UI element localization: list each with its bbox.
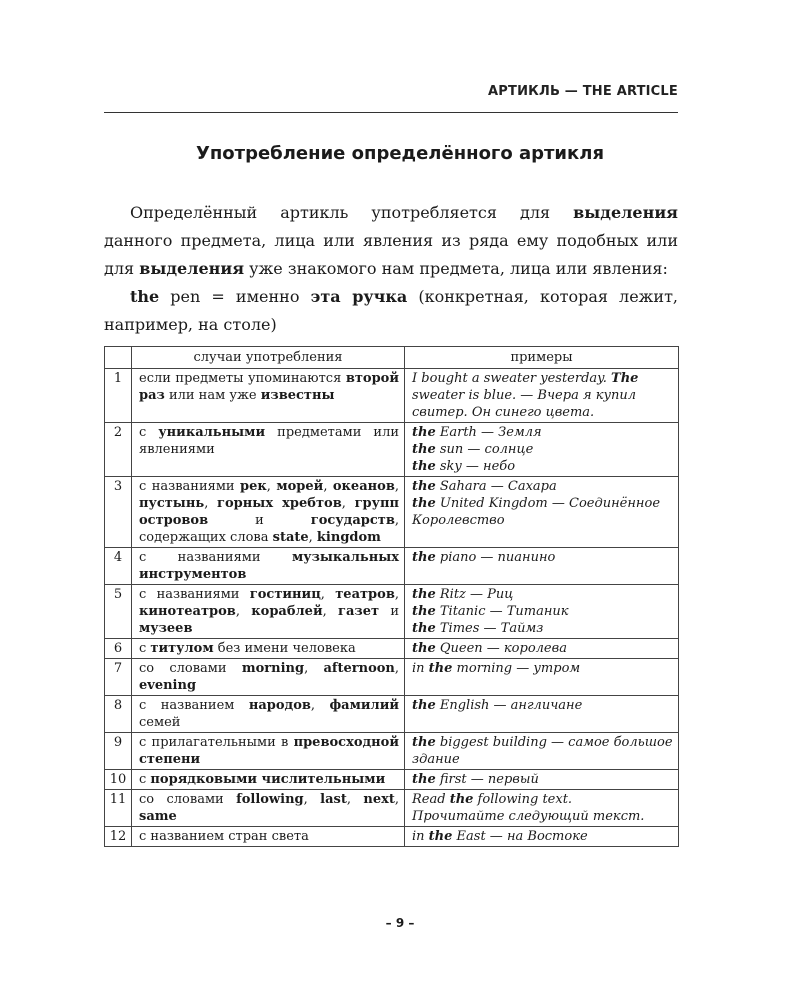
usage-bold-text: рек [240, 479, 267, 494]
usage-bold-text: кинотеатров [139, 604, 236, 619]
examples-cell [405, 423, 679, 477]
usage-cell [132, 827, 405, 847]
example-text: biggest building — самое большое здание [412, 735, 673, 767]
usage-cell [132, 696, 405, 733]
table-row [105, 369, 679, 423]
table-row [105, 733, 679, 770]
example-article: the [412, 479, 436, 494]
example-article: the [449, 792, 474, 807]
examples-cell [405, 477, 679, 548]
usage-cell [132, 548, 405, 585]
example-line [412, 828, 673, 845]
usage-bold-text: титулом [150, 641, 214, 656]
usage-bold-text: газет [338, 604, 380, 619]
example-article: the [412, 442, 436, 457]
intro-paragraph-2 [104, 283, 678, 339]
example-article: the [412, 587, 436, 602]
example-text: in [412, 829, 429, 844]
usage-bold-text: afternoon [323, 661, 395, 676]
row-number: 12 [105, 827, 132, 847]
example-line [412, 660, 673, 677]
usage-text: , [394, 792, 400, 807]
example-line [412, 791, 673, 808]
example-article: the [412, 621, 436, 636]
usage-bold-text: порядковыми числительными [150, 772, 386, 787]
usage-bold-text: морей [276, 479, 324, 494]
usage-bold-text: музеев [139, 621, 193, 636]
usage-table [104, 346, 679, 847]
examples-cell [405, 790, 679, 827]
usage-bold-text: гостиниц [249, 587, 321, 602]
table-row [105, 477, 679, 548]
row-number: 9 [105, 733, 132, 770]
usage-cell [132, 369, 405, 423]
example-article: the [412, 604, 436, 619]
example-article: the [412, 550, 436, 565]
examples-cell [405, 585, 679, 639]
usage-text: , [303, 792, 321, 807]
example-text: morning — утром [452, 661, 581, 676]
running-head: АРТИКЛЬ — THE ARTICLE [488, 84, 678, 99]
intro-text-span: данного предмета, лица или явления из ряда ему подобных или для [104, 231, 678, 278]
example-text: I bought a sweater yesterday. [412, 371, 612, 386]
usage-text: и [208, 513, 311, 528]
table-header-row [105, 347, 679, 369]
example-text: Queen — королева [435, 641, 567, 656]
intro-text [104, 199, 678, 339]
usage-bold-text: государств [310, 513, 395, 528]
row-number: 1 [105, 369, 132, 423]
usage-text: , [204, 496, 218, 511]
usage-text: с [139, 425, 159, 440]
usage-text: , [394, 587, 399, 602]
usage-text: , [394, 479, 399, 494]
usage-cell [132, 639, 405, 659]
intro-bold-span: эта ручка [310, 287, 408, 306]
usage-cell [132, 770, 405, 790]
usage-text: , содержащих слова [139, 513, 399, 545]
example-text: Sahara — Сахара [435, 479, 557, 494]
usage-cell [132, 423, 405, 477]
example-article: the [412, 735, 436, 750]
example-text: first — первый [435, 772, 539, 787]
usage-text: со словами [139, 792, 237, 807]
header-usage: случаи употребления [132, 347, 405, 369]
usage-bold-text: following [236, 792, 304, 807]
usage-text: , [310, 698, 330, 713]
example-text: East — на Востоке [452, 829, 588, 844]
table-row [105, 827, 679, 847]
examples-cell [405, 369, 679, 423]
usage-bold-text: state [272, 530, 309, 545]
example-text: Прочитайте следующий текст. [412, 809, 645, 824]
example-text: Read [412, 792, 450, 807]
row-number: 6 [105, 639, 132, 659]
header-rule [104, 112, 678, 113]
example-line [412, 424, 673, 441]
usage-text: со словами [139, 661, 242, 676]
usage-cell [132, 659, 405, 696]
example-line [412, 549, 673, 566]
table-row [105, 696, 679, 733]
usage-cell [132, 733, 405, 770]
table-row [105, 585, 679, 639]
example-line [412, 441, 673, 458]
example-article: the [412, 425, 436, 440]
usage-bold-text: next [363, 792, 395, 807]
row-number: 3 [105, 477, 132, 548]
usage-text: с [139, 772, 151, 787]
examples-cell [405, 696, 679, 733]
usage-bold-text: morning [241, 661, 305, 676]
usage-bold-text: фамилий [329, 698, 399, 713]
usage-bold-text: театров [335, 587, 395, 602]
example-text: in [412, 661, 429, 676]
example-article: the [412, 459, 436, 474]
examples-cell [405, 770, 679, 790]
header-num [105, 347, 132, 369]
row-number: 2 [105, 423, 132, 477]
example-article: The [611, 371, 639, 386]
usage-bold-text: океанов [332, 479, 395, 494]
intro-text-span: уже знакомого нам предмета, лица или явления: [244, 259, 668, 278]
examples-cell [405, 639, 679, 659]
examples-cell [405, 548, 679, 585]
usage-text: , [320, 587, 336, 602]
example-line [412, 697, 673, 714]
usage-bold-text: last [320, 792, 347, 807]
example-text: piano — пианино [435, 550, 556, 565]
usage-text: с названиями [139, 479, 241, 494]
usage-text: , [322, 604, 339, 619]
table-row [105, 423, 679, 477]
usage-bold-text: уникальными [158, 425, 266, 440]
table-row [105, 770, 679, 790]
section-title: Употребление определённого артикля [195, 143, 605, 164]
usage-bold-text: same [139, 809, 177, 824]
table-row [105, 659, 679, 696]
example-text: Titanic — Титаник [435, 604, 569, 619]
usage-text: с прилагательными в [139, 735, 294, 750]
examples-cell [405, 827, 679, 847]
usage-bold-text: известны [260, 388, 335, 403]
row-number: 4 [105, 548, 132, 585]
example-article: the [428, 661, 453, 676]
usage-text: и [379, 604, 400, 619]
example-line [412, 640, 673, 657]
table-row [105, 639, 679, 659]
usage-bold-text: кораблей [251, 604, 323, 619]
intro-text-span: (конкретная, которая лежит, например, на столе) [104, 287, 679, 334]
example-line [412, 586, 673, 603]
example-line [412, 620, 673, 637]
usage-bold-text: групп островов [139, 496, 400, 528]
example-article: the [412, 496, 436, 511]
row-number: 10 [105, 770, 132, 790]
row-number: 5 [105, 585, 132, 639]
usage-text: с названием стран света [139, 829, 309, 844]
row-number: 7 [105, 659, 132, 696]
usage-text: , [266, 479, 277, 494]
example-text: sky — небо [435, 459, 516, 474]
usage-text: , [304, 661, 324, 676]
examples-cell [405, 733, 679, 770]
intro-paragraph-1 [104, 199, 678, 283]
usage-text: с названием [139, 698, 249, 713]
usage-text: , [341, 496, 355, 511]
usage-text: или нам уже [164, 388, 261, 403]
intro-bold-span: выделения [573, 203, 678, 222]
usage-cell [132, 477, 405, 548]
example-text: United Kingdom — Соединённое Королевство [412, 496, 661, 528]
table-body [105, 369, 679, 847]
example-text: Ritz — Риц [435, 587, 514, 602]
example-text: Earth — Земля [435, 425, 542, 440]
example-line [412, 603, 673, 620]
intro-bold-span: выделения [139, 259, 245, 278]
usage-text: с названиями [139, 550, 292, 565]
usage-text: , [235, 604, 252, 619]
example-line [412, 495, 673, 529]
usage-cell [132, 585, 405, 639]
usage-bold-text: второй раз [139, 371, 399, 403]
example-text: Times — Таймз [435, 621, 544, 636]
example-text: sweater is blue. — Вчера я купил свитер. Он синего цвета. [412, 388, 637, 420]
example-line [412, 771, 673, 788]
usage-bold-text: народов [248, 698, 311, 713]
example-article: the [412, 641, 436, 656]
intro-text-span: Определённый артикль употребляется для [130, 203, 574, 222]
usage-bold-text: музыкальных инструментов [139, 550, 399, 582]
example-text: following text. [473, 792, 573, 807]
example-article: the [412, 772, 436, 787]
usage-text: , [323, 479, 333, 494]
row-number: 8 [105, 696, 132, 733]
table-row [105, 548, 679, 585]
example-line [412, 458, 673, 475]
intro-bold-span: the [130, 287, 160, 306]
example-text: English — англичане [435, 698, 583, 713]
intro-text-span: pen = именно [159, 287, 311, 306]
example-article: the [428, 829, 453, 844]
example-line [412, 370, 673, 421]
page-number: – 9 – [385, 916, 415, 930]
usage-text: семей [139, 715, 181, 730]
usage-text: с названиями [139, 587, 250, 602]
usage-text: , [308, 530, 317, 545]
example-line [412, 808, 673, 825]
usage-cell [132, 790, 405, 827]
table-row [105, 790, 679, 827]
usage-text: , [346, 792, 364, 807]
header-examples: примеры [405, 347, 679, 369]
example-line [412, 734, 673, 768]
usage-text: , [394, 661, 400, 676]
usage-text: предметами или явлениями [139, 425, 400, 457]
usage-bold-text: kingdom [316, 530, 381, 545]
usage-bold-text: пустынь [139, 496, 205, 511]
usage-text: если предметы упоминаются [139, 371, 346, 386]
usage-bold-text: горных хребтов [217, 496, 342, 511]
usage-bold-text: превосходной степени [139, 735, 399, 767]
usage-text: без имени человека [213, 641, 356, 656]
example-article: the [412, 698, 436, 713]
example-text: sun — солнце [435, 442, 534, 457]
row-number: 11 [105, 790, 132, 827]
usage-bold-text: evening [139, 678, 197, 693]
examples-cell [405, 659, 679, 696]
usage-text: с [139, 641, 151, 656]
example-line [412, 478, 673, 495]
